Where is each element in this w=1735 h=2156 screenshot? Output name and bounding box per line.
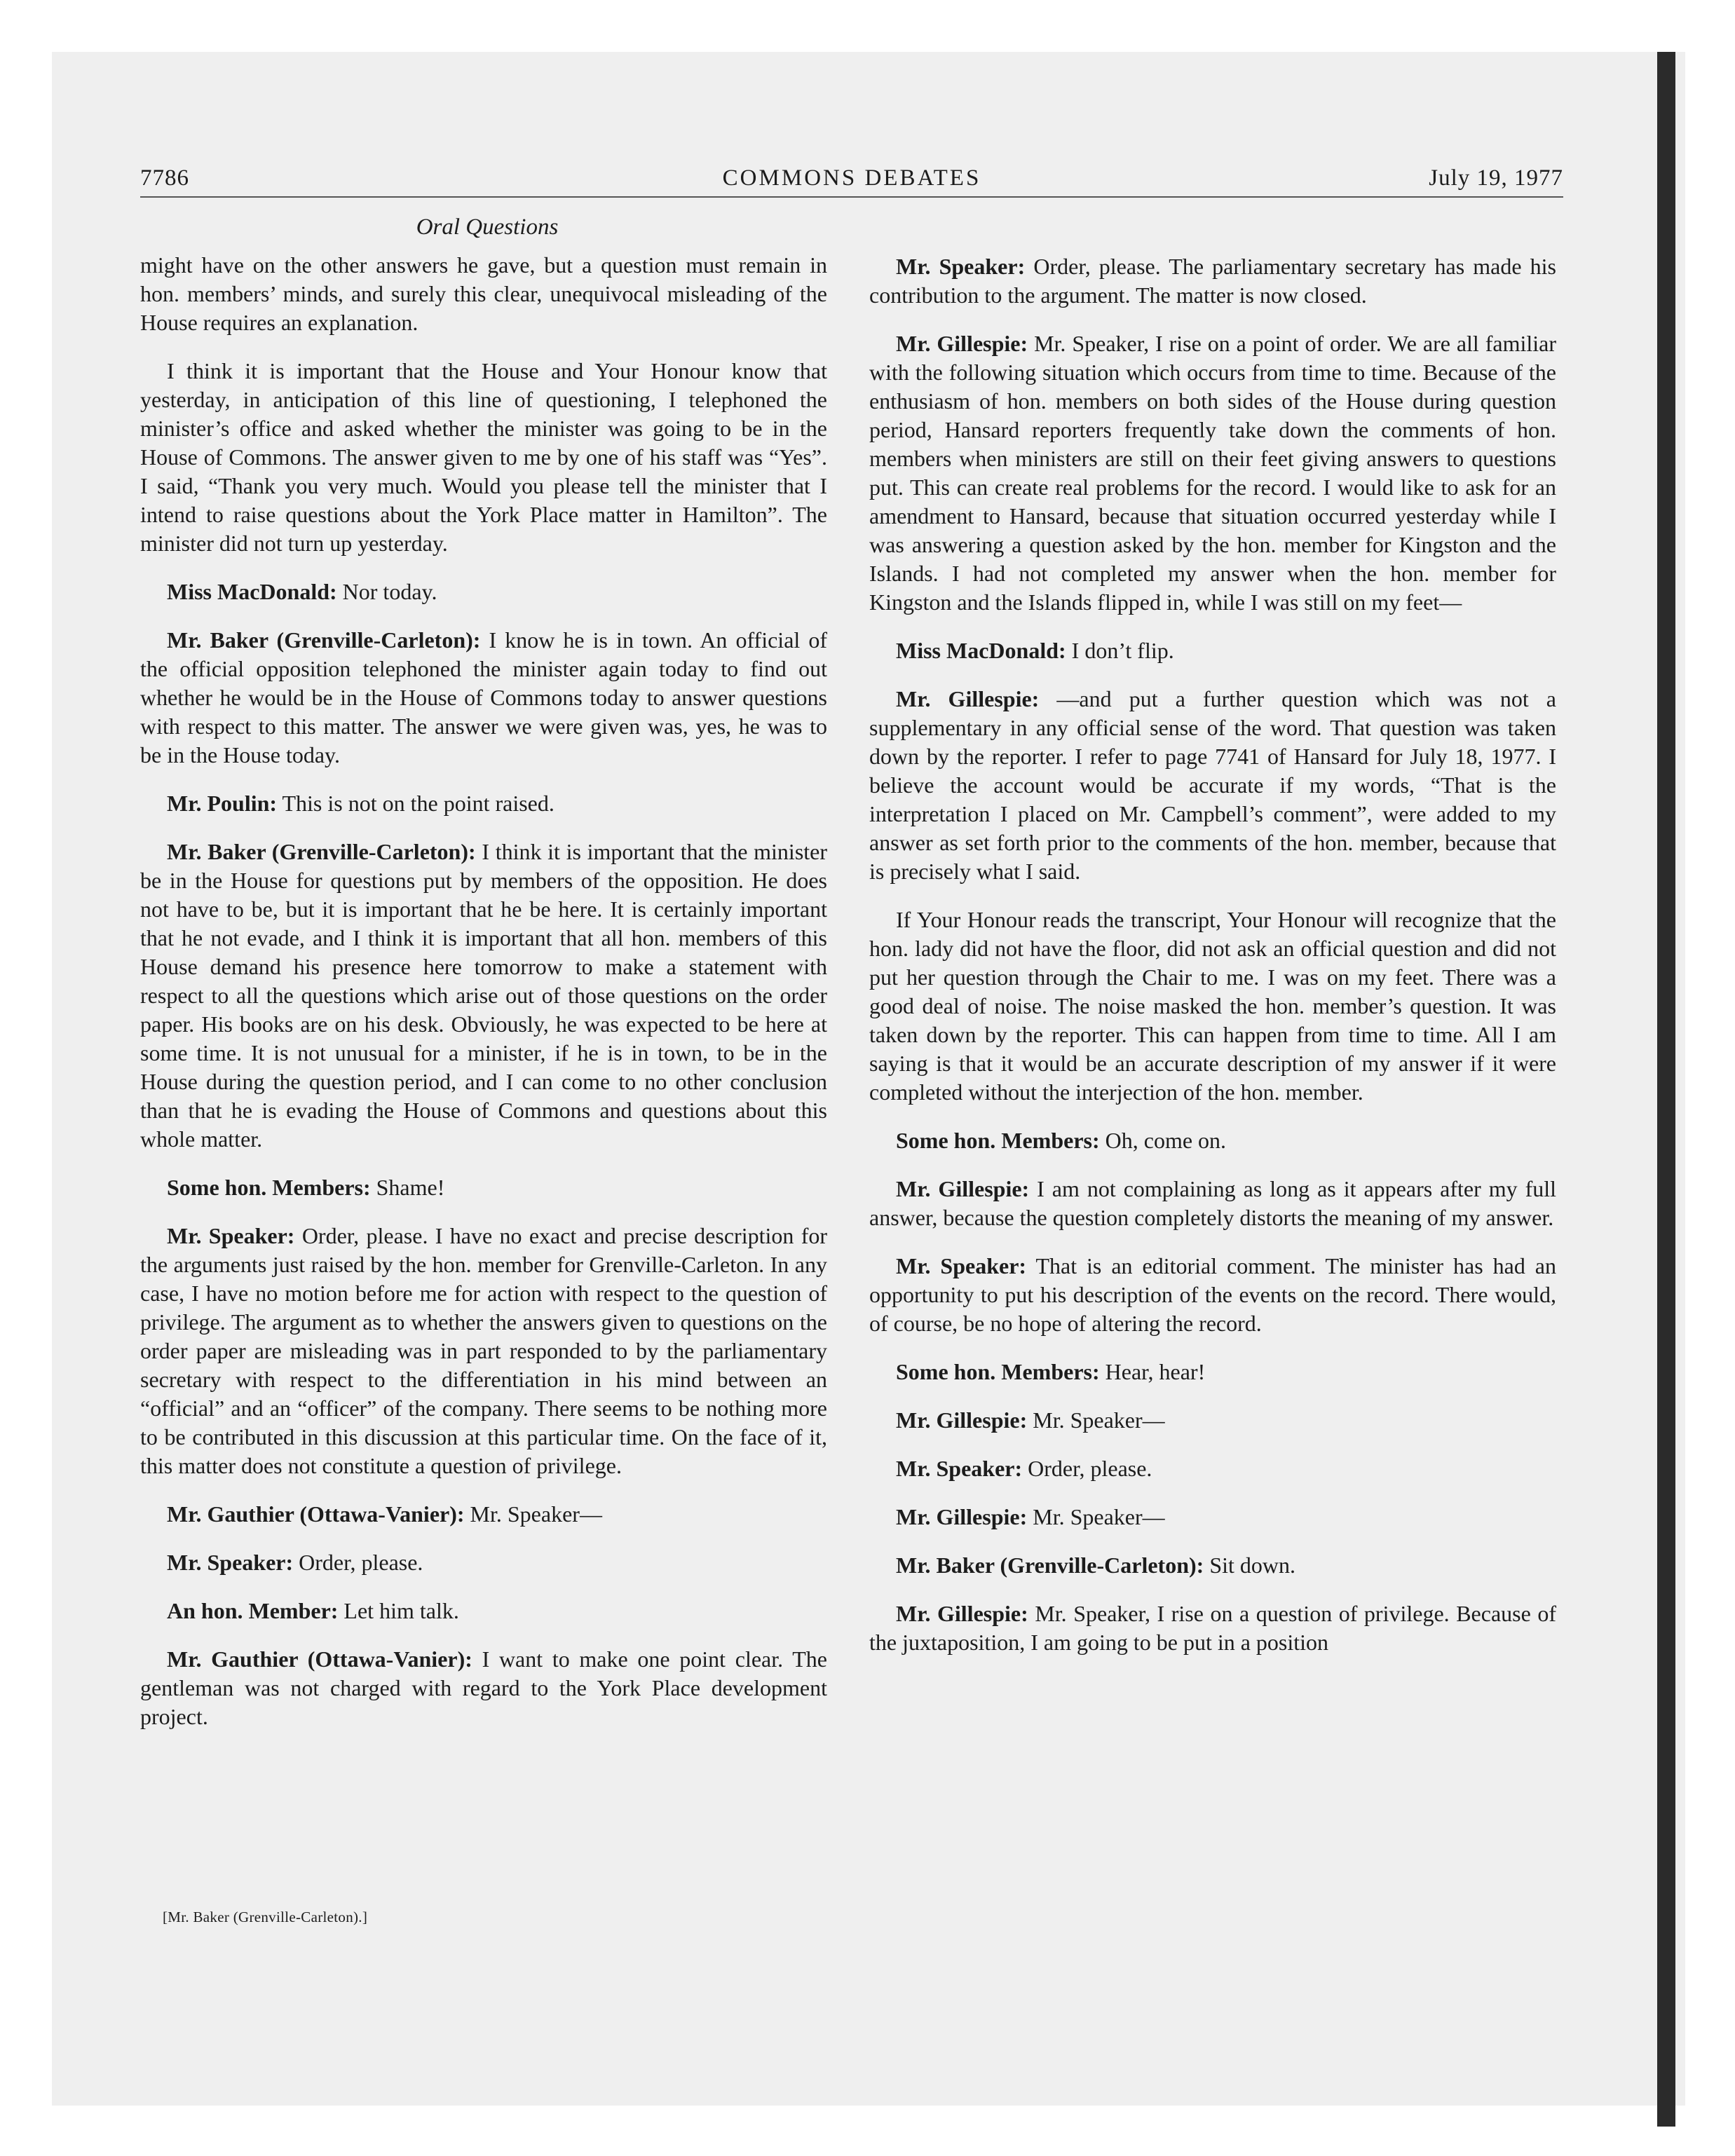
paragraph [869, 1551, 1556, 1580]
paragraph [869, 1358, 1556, 1386]
paragraph [869, 1252, 1556, 1338]
speech-text: Mr. Speaker— [1033, 1407, 1165, 1433]
speech-text: Mr. Speaker— [470, 1501, 602, 1527]
speech-text: Hear, hear! [1105, 1359, 1206, 1384]
paragraph [140, 838, 827, 1154]
speaker-footnote: [Mr. Baker (Grenville-Carleton).] [163, 1909, 368, 1925]
paragraph [140, 1173, 827, 1202]
speaker-name: Mr. Baker (Grenville-Carleton): [896, 1553, 1204, 1578]
running-header [140, 165, 1563, 195]
speaker-name: Mr. Gillespie: [896, 1176, 1030, 1201]
paragraph [140, 1597, 827, 1625]
paragraph [869, 1126, 1556, 1155]
speech-text: I think it is important that the House and Your Honour know that yesterday, in anticipation of this line of questioning, I telephoned the minister’s office and asked whether the minister was going to be in the House of Commons. The answer given to me by one of his staff was “Yes”. I said, “Thank you very much. Would you please tell the minister that I intend to raise questions about the York Place matter in Hamilton”. The minister did not turn up yesterday. [140, 358, 827, 556]
speech-text: —and put a further question which was not a supplementary in any official sense of the word. That question was taken down by the reporter. I refer to page 7741 of Hansard for July 18, 1977. I believe the account would be accurate if my words, “That is the interpretation I placed on Mr. Campbell’s comment”, were added to my answer as set forth prior to the comments of the hon. member, because that is precisely what I said. [869, 686, 1557, 884]
speech-text: I don’t flip. [1071, 638, 1174, 663]
speaker-name: Mr. Speaker: [896, 254, 1026, 279]
speech-text: Mr. Speaker— [1033, 1504, 1165, 1529]
paragraph [140, 1500, 827, 1529]
speaker-name: Mr. Poulin: [167, 791, 278, 816]
paragraph [140, 1548, 827, 1577]
section-title: Oral Questions [416, 214, 559, 240]
right-column [869, 252, 1556, 1665]
speech-text: Order, please. The parliamentary secretary has made his contribution to the argument. The matter is now closed. [869, 254, 1557, 308]
speech-text: If Your Honour reads the transcript, Your Honour will recognize that the hon. lady did not have the floor, did not ask an official question and did not put her question through the Chair to me. I was on my feet. There was a good deal of noise. The noise masked the hon. member’s question. It was taken down by the reporter. This can happen from time to time. All I am saying is that it would be an accurate description of my answer if it were completed without the interjection of the hon. member. [869, 907, 1556, 1105]
header-rule [140, 196, 1563, 198]
speech-text: Mr. Speaker, I rise on a point of order. We are all familiar with the following situation which occurs from time to time. Because of the enthusiasm of hon. members on both sides of the House during question period, Hansard reporters frequently take down the comments of hon. members when ministers are still on their feet giving answers to questions put. This can create real problems for the record. I would like to ask for an amendment to Hansard, because that situation occurred yesterday while I was answering a question asked by the hon. member for Kingston and the Islands. I had not completed my answer when the hon. member for Kingston and the Islands flipped in, while I was still on my feet— [869, 331, 1557, 615]
speech-text: I want to make one point clear. The gentleman was not charged with regard to the York Place development project. [140, 1646, 827, 1729]
speaker-name: An hon. Member: [167, 1598, 339, 1623]
speech-text: Let him talk. [343, 1598, 459, 1623]
paragraph [869, 1503, 1556, 1531]
page-edge-shadow [1657, 52, 1675, 2127]
paragraph [869, 636, 1556, 665]
paragraph [869, 1406, 1556, 1435]
paragraph [140, 578, 827, 606]
paragraph [140, 357, 827, 558]
publication-title: COMMONS DEBATES [722, 165, 981, 191]
speech-text: I know he is in town. An official of the official opposition telephoned the minister again today to find out whether he would be in the House of Commons today to answer questions with respect to this matter. The answer we were given was, yes, he was to be in the House today. [140, 627, 828, 767]
speaker-name: Mr. Speaker: [896, 1253, 1027, 1278]
speaker-name: Mr. Gillespie: [896, 1504, 1028, 1529]
speaker-name: Mr. Baker (Grenville-Carleton): [167, 627, 481, 653]
speaker-name: Mr. Gillespie: [896, 1601, 1028, 1626]
paragraph [869, 685, 1556, 886]
speech-text: Order, please. [299, 1550, 423, 1575]
speaker-name: Mr. Speaker: [167, 1550, 294, 1575]
speaker-name: Mr. Baker (Grenville-Carleton): [167, 839, 476, 864]
speech-text: might have on the other answers he gave, but a question must remain in hon. members’ minds, and surely this clear, unequivocal misleading of the House requires an explanation. [140, 252, 827, 335]
speaker-name: Mr. Speaker: [896, 1456, 1023, 1481]
left-column [140, 251, 827, 1740]
paragraph [869, 1175, 1556, 1232]
paragraph [140, 626, 827, 770]
speaker-name: Mr. Speaker: [167, 1223, 295, 1248]
speaker-name: Some hon. Members: [896, 1128, 1100, 1153]
speaker-name: Mr. Gauthier (Ottawa-Vanier): [167, 1501, 465, 1527]
paragraph [869, 906, 1556, 1107]
speaker-name: Miss MacDonald: [167, 579, 337, 604]
speech-text: Sit down. [1209, 1553, 1295, 1578]
speech-text: Mr. Speaker, I rise on a question of privilege. Because of the juxtaposition, I am going to be put in a position [869, 1601, 1557, 1655]
speech-text: This is not on the point raised. [282, 791, 554, 816]
speech-text: Shame! [376, 1175, 445, 1200]
page-number: 7786 [140, 165, 189, 191]
paragraph [869, 1599, 1556, 1657]
speech-text: Oh, come on. [1105, 1128, 1227, 1153]
speaker-name: Some hon. Members: [896, 1359, 1100, 1384]
speaker-name: Mr. Gillespie: [896, 1407, 1028, 1433]
paragraph [140, 251, 827, 337]
speaker-name: Miss MacDonald: [896, 638, 1066, 663]
speaker-name: Some hon. Members: [167, 1175, 371, 1200]
speech-text: That is an editorial comment. The minister has had an opportunity to put his description of the events on the record. There would, of course, be no hope of altering the record. [869, 1253, 1557, 1336]
speaker-name: Mr. Gillespie: [896, 686, 1040, 711]
speech-text: I am not complaining as long as it appears after my full answer, because the question completely distorts the meaning of my answer. [869, 1176, 1557, 1230]
speech-text: Order, please. I have no exact and precise description for the arguments just raised by the hon. member for Grenville-Carleton. In any case, I have no motion before me for action with respect to the question of privilege. The argument as to whether the answers given to questions on the order paper are misleading was in part responded to by the parliamentary secretary with respect to the differentiation in his mind between an “official” and an “officer” of the company. There seems to be nothing more to be contributed in this discussion at this particular time. On the face of it, this matter does not constitute a question of privilege. [140, 1223, 828, 1478]
paragraph [140, 1645, 827, 1731]
paragraph [869, 1454, 1556, 1483]
speech-text: Order, please. [1028, 1456, 1152, 1481]
speaker-name: Mr. Gauthier (Ottawa-Vanier): [167, 1646, 472, 1672]
speaker-name: Mr. Gillespie: [896, 331, 1028, 356]
paragraph [869, 329, 1556, 617]
paragraph [140, 1222, 827, 1480]
speech-text: I think it is important that the minister be in the House for questions put by members of the opposition. He does not have to be, but it is important that he be here. It is certainly important that he not evade, and I think it is important that all hon. members of this House demand his presence here tomorrow to make a statement with respect to all the questions which arise out of those questions on the order paper. His books are on his desk. Obviously, he was expected to be here at some time. It is not unusual for a minister, if he is in town, to be in the House during the question period, and I can come to no other conclusion than that he is evading the House of Commons and questions about this whole matter. [140, 839, 828, 1152]
issue-date: July 19, 1977 [1429, 165, 1563, 191]
paragraph [140, 789, 827, 818]
speech-text: Nor today. [342, 579, 437, 604]
paragraph [869, 252, 1556, 310]
